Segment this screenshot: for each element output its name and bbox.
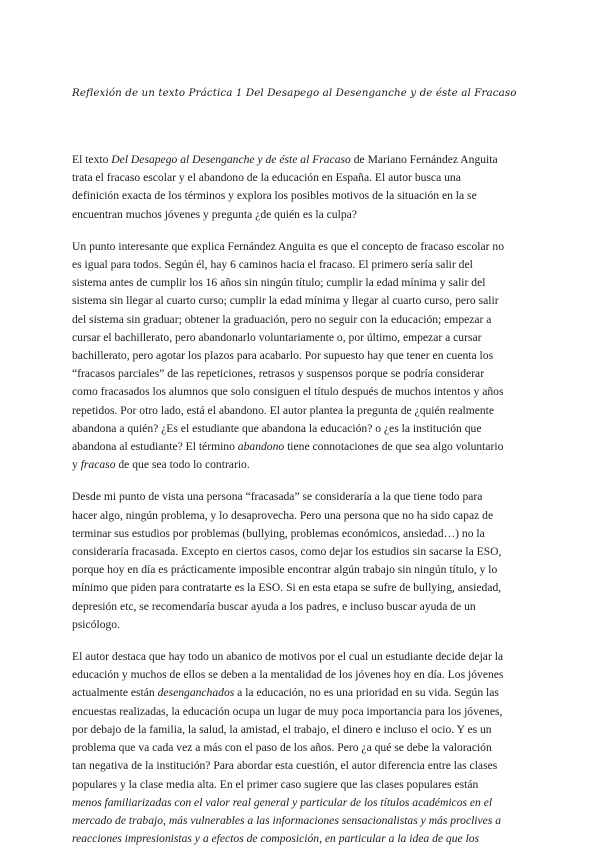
text-segment: depresión etc, se recomendaría buscar ayuda a los padres, e incluso buscar ayuda de un: [72, 599, 476, 613]
text-segment: problema que va cada vez a más con el paso de los años. Pero ¿a qué se debe la valoración: [72, 741, 492, 755]
text-segment: de que sea todo lo contrario.: [115, 458, 250, 472]
text-line: [72, 525, 528, 543]
text-line: [72, 169, 528, 187]
italic-text: Del Desapego al Desenganche y de éste al Fracaso: [111, 153, 351, 166]
text-segment: del sistema sin graduar; obtener la graduación, pero no seguir con la educación; empezar a: [72, 312, 492, 326]
text-segment: definición exacta de los términos y explora los posibles motivos de la situación en la se: [72, 189, 477, 203]
text-line: [72, 256, 528, 274]
text-line: [72, 794, 528, 812]
text-line: [72, 507, 528, 525]
text-segment: populares y la clase media alta. En el primer caso sugiere que las clases populares están: [72, 777, 479, 791]
text-segment: porque hoy en día es prácticamente imposible encontrar algún trabajo sin ningún título, y lo: [72, 563, 498, 577]
italic-text: menos familiarizadas con el valor real general y particular de los títulos académicos en el: [72, 795, 493, 809]
text-segment: psicólogo.: [72, 617, 120, 631]
italic-text: mercado de trabajo, más vulnerables a las informaciones sensacionalistas y más proclives a: [72, 813, 502, 827]
text-segment: sistema sin llegar al cuarto curso; cumplir la edad mínima y llegar al cuarto curso, pero salir: [72, 294, 499, 308]
text-line: [72, 365, 528, 383]
text-segment: a la educación, no es una prioridad en su vida. Según las: [234, 686, 499, 700]
text-segment: Un punto interesante que explica Fernández Anguita es que el concepto de fracaso escolar no: [72, 239, 505, 253]
text-line: [72, 684, 528, 702]
text-line: [72, 311, 528, 329]
text-line: [72, 579, 528, 597]
text-line: [72, 187, 528, 205]
text-line: [72, 206, 528, 224]
italic-text: abandono: [237, 440, 285, 454]
paragraph: [72, 238, 528, 475]
text-segment: encuestas realizadas, la educación ocupa un lugar de muy poca importancia para los jóvenes,: [72, 704, 503, 718]
text-segment: tiene connotaciones de que sea algo voluntario: [284, 440, 504, 454]
document-title: Reflexión de un texto Práctica 1 Del Desapego al Desenganche y de éste al Fracaso: [72, 87, 517, 99]
text-line: [72, 757, 528, 775]
text-line: [72, 274, 528, 292]
text-segment: encuentran muchos jóvenes y pregunta ¿de quién es la culpa?: [72, 207, 357, 221]
italic-text: fracaso: [80, 458, 116, 472]
text-line: [72, 776, 528, 794]
text-segment: repetidos. Por otro lado, está el abandono. El autor plantea la pregunta de ¿quién realmente: [72, 403, 495, 417]
text-line: [72, 598, 528, 616]
paragraph: [72, 488, 528, 634]
text-segment: mínimo que piden para contratarte es la ESO. Si en esta etapa se sufre de bullying, ansiedad,: [72, 581, 502, 595]
text-line: [72, 329, 528, 347]
text-line: [72, 292, 528, 310]
text-segment: bachillerato, pero agotar los plazos para acabarlo. Por supuesto hay que tener en cuenta los: [72, 349, 494, 363]
text-line: [72, 561, 528, 579]
text-segment: Desde mi punto de vista una persona “fracasada” se consideraría a la que tiene todo para: [72, 490, 483, 504]
text-segment: actualmente están: [72, 686, 158, 700]
text-line: [72, 383, 528, 401]
text-segment: por debajo de la familia, la salud, la amistad, el trabajo, el dinero e incluso el ocio. Y es un: [72, 722, 492, 736]
text-line: [72, 347, 528, 365]
document-body: [72, 151, 528, 848]
text-line: [72, 648, 528, 666]
italic-text: reacciones impresionistas y a efectos de composición, en particular a la idea de que los: [72, 832, 480, 846]
text-segment: cursar el bachillerato, pero abandonarlo voluntariamente o, por último, empezar a cursar: [72, 330, 482, 344]
paragraph: [72, 151, 528, 224]
text-line: [72, 812, 528, 830]
text-segment: El autor destaca que hay todo un abanico de motivos por el cual un estudiante decide dejar la: [72, 650, 504, 664]
text-line: [72, 703, 528, 721]
text-line: [72, 739, 528, 757]
text-segment: terminar sus estudios por problemas (bullying, problemas económicos, ansiedad…) no la: [72, 526, 485, 540]
italic-text: desenganchados: [157, 686, 235, 700]
text-segment: “fracasos parciales” de las repeticiones, retrasos y suspensos porque se podría considerar: [72, 367, 485, 381]
text-line: [72, 830, 528, 848]
text-segment: es igual para todos. Según él, hay 6 caminos hacia el fracaso. El primero sería salir del: [72, 258, 473, 272]
text-segment: de Mariano Fernández Anguita: [350, 153, 498, 166]
text-line: [72, 456, 528, 474]
text-line: [72, 420, 528, 438]
text-line: [72, 151, 528, 169]
text-line: [72, 402, 528, 420]
text-segment: abandona al estudiante? El término: [72, 440, 238, 454]
text-line: [72, 238, 528, 256]
text-segment: educación y muchos de ellos se deben a la mentalidad de los jóvenes hoy en día. Los jóvenes: [72, 668, 504, 682]
text-segment: consideraría fracasada. Excepto en ciertos casos, como dejar los estudios sin sacarse la ESO,: [72, 545, 502, 559]
text-segment: abandona a quién? ¿Es el estudiante que abandona la educación? o ¿es la institución que: [72, 421, 482, 435]
paragraph: [72, 648, 528, 848]
text-segment: tan negativa de la institución? Para abordar esta cuestión, el autor diferencia entre las clases: [72, 759, 498, 773]
text-line: [72, 721, 528, 739]
text-line: [72, 488, 528, 506]
text-line: [72, 543, 528, 561]
text-segment: sistema antes de cumplir los 16 años sin ningún título; cumplir la edad mínima y salir del: [72, 276, 486, 290]
text-line: [72, 616, 528, 634]
text-segment: trata el fracaso escolar y el abandono de la educación en España. El autor busca una: [72, 171, 461, 185]
text-segment: como fracasados los alumnos que solo consiguen el título después de muchos intentos y años: [72, 385, 504, 399]
text-segment: hacer algo, ningún problema, y lo desaprovecha. Pero una persona que no ha sido capaz de: [72, 508, 494, 522]
text-segment: y: [72, 458, 81, 472]
text-line: [72, 666, 528, 684]
text-segment: El texto: [72, 153, 112, 166]
text-line: [72, 438, 528, 456]
